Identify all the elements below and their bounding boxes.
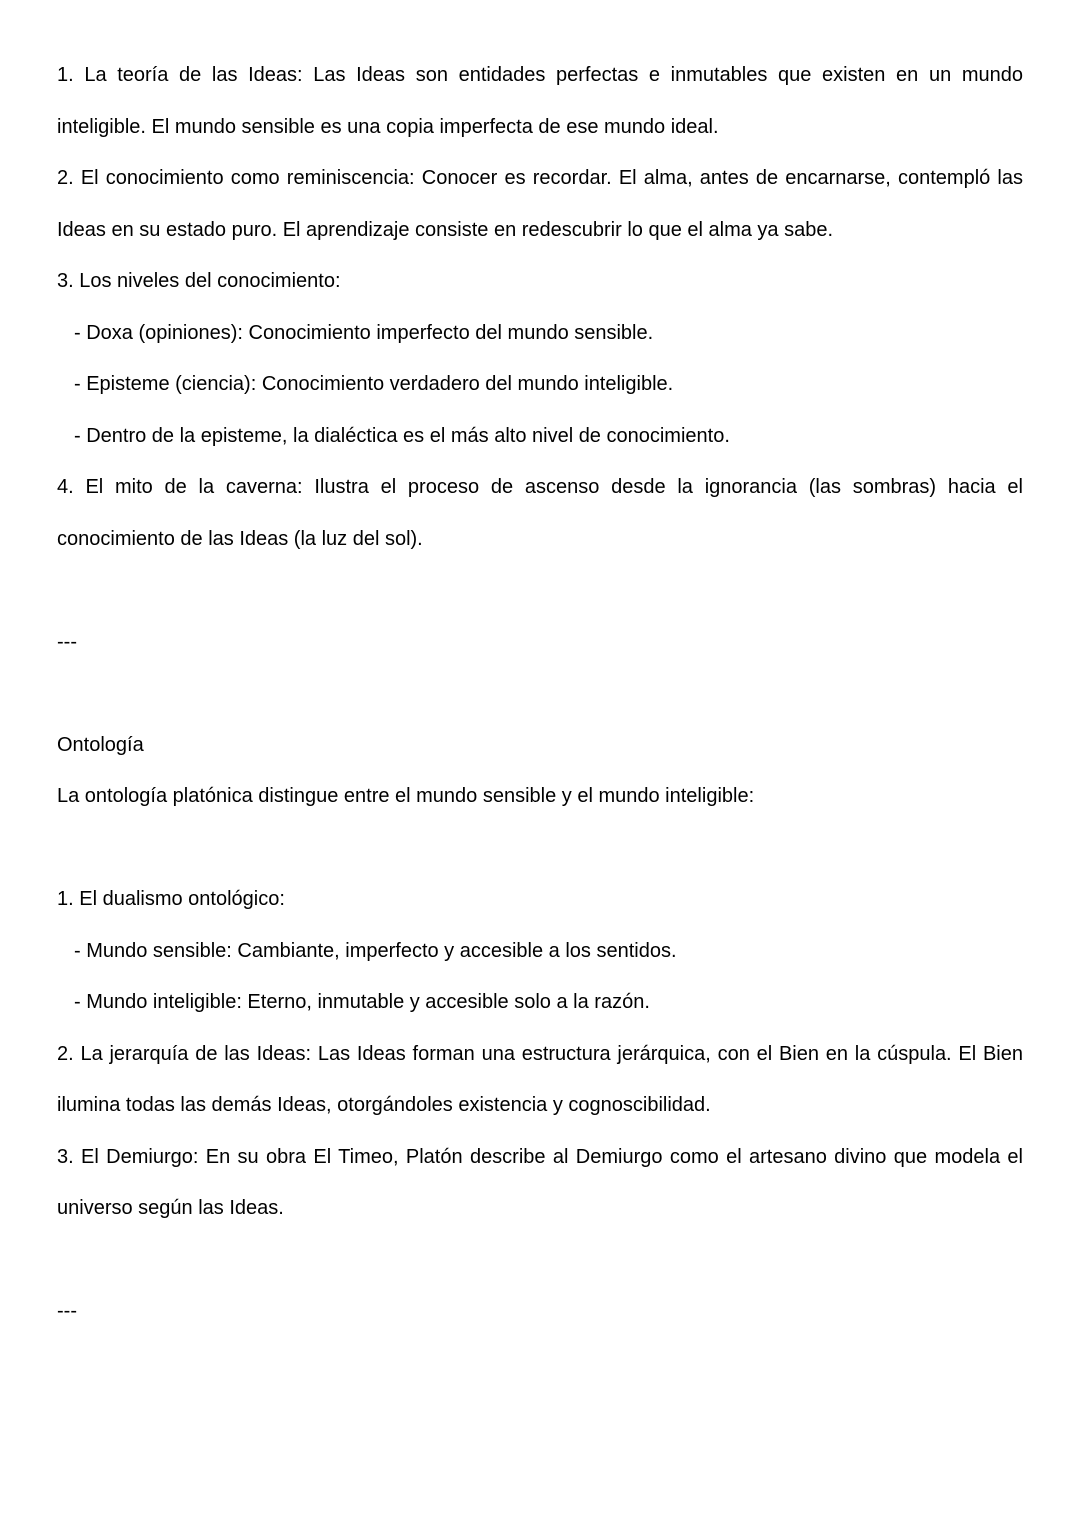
spacer (57, 565, 1023, 617)
list-item-intelligible-world: - Mundo inteligible: Eterno, inmutable y accesible solo a la razón. (74, 991, 650, 1013)
list-item-dialectic: - Dentro de la episteme, la dialéctica es el más alto nivel de conocimiento. (74, 424, 730, 447)
hierarchy-paragraph: 2. La jerarquía de las Ideas: Las Ideas forman una estructura jerárquica, con el Bien en la cúspula. El Bien ilumina todas las demás Ideas, otorgándoles existencia y cognoscibilidad. (57, 1042, 1023, 1116)
section-title: Ontología (57, 733, 144, 756)
dualism-heading: 1. El dualismo ontológico: (57, 888, 285, 910)
section-separator: --- (57, 1300, 77, 1322)
document-page (57, 50, 1023, 1338)
list-item-doxa: - Doxa (opiniones): Conocimiento imperfecto del mundo sensible. (74, 321, 654, 344)
cave-myth-paragraph: 4. El mito de la caverna: Ilustra el proceso de ascenso desde la ignorancia (las sombras) hacia el conocimiento de las Ideas (la luz del sol). (57, 476, 1023, 550)
ontology-intro: La ontología platónica distingue entre el mundo sensible y el mundo inteligible: (57, 785, 755, 807)
section-separator: --- (57, 630, 77, 653)
spacer (57, 1235, 1023, 1287)
spacer (57, 823, 1023, 875)
demiurge-paragraph: 3. El Demiurgo: En su obra El Timeo, Platón describe al Demiurgo como el artesano divino que modela el universo según las Ideas. (57, 1145, 1023, 1219)
list-item-episteme: - Episteme (ciencia): Conocimiento verdadero del mundo inteligible. (74, 373, 674, 395)
spacer (57, 668, 1023, 720)
reminiscence-paragraph: 2. El conocimiento como reminiscencia: Conocer es recordar. El alma, antes de encarnarse, contempló las Ideas en su estado puro. El aprendizaje consiste en redescubrir lo que el alma ya sabe. (57, 167, 1023, 241)
knowledge-levels-heading: 3. Los niveles del conocimiento: (57, 270, 341, 292)
theory-of-ideas-paragraph: 1. La teoría de las Ideas: Las Ideas son entidades perfectas e inmutables que existen en un mundo inteligible. El mundo sensible es una copia imperfecta de ese mundo ideal. (57, 64, 1023, 138)
list-item-sensible-world: - Mundo sensible: Cambiante, imperfecto y accesible a los sentidos. (74, 939, 677, 962)
